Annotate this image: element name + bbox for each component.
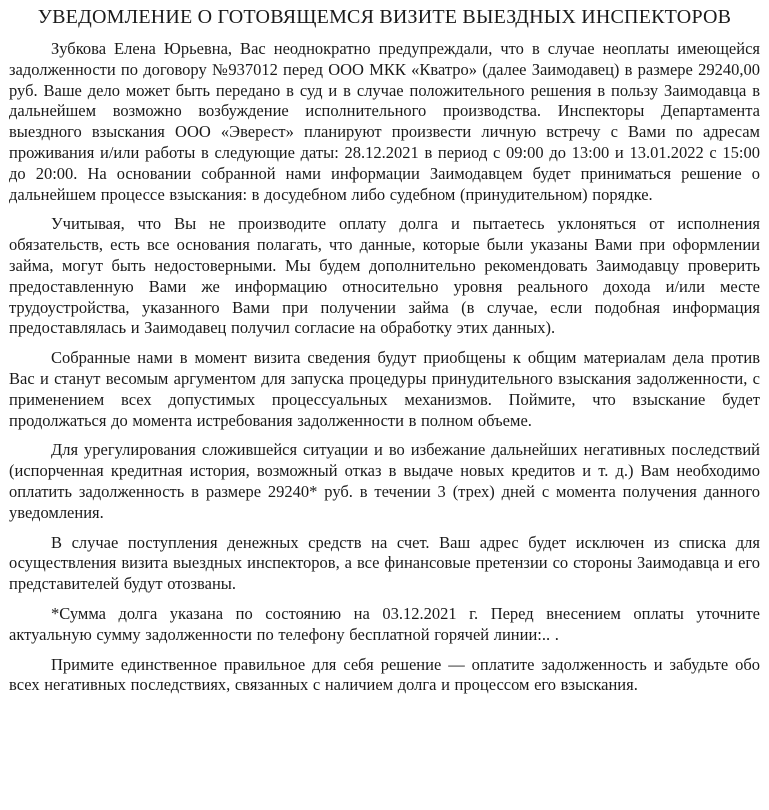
paragraph-amount-footnote: *Сумма долга указана по состоянию на 03.12.2021 г. Перед внесением оплаты уточните актуальную сумму задолженности по телефону бесплатной горячей линии:.. . [9, 603, 760, 644]
paragraph-intro-debt-details: Зубкова Елена Юрьевна, Вас неоднократно предупреждали, что в случае неоплаты имеющейся задолженности по договору №937012 перед ООО МКК «Кватро» (далее Заимодавец) в размере 29240,00 руб. Ваше дело может быть передано в суд и в случае положительного решения в пользу Заимодавца в дальнейшем возможно возбуждение исполнительного производства. Инспекторы Департамента выездного взыскания ООО «Эверест» планируют произвести личную встречу с Вами по адресам проживания и/или работы в следующие даты: 28.12.2021 в период с 09:00 до 13:00 и 13.01.2022 с 15:00 до 20:00. На основании собранной нами информации Заимодавцем будет приниматься решение о дальнейшем процессе взыскания: в досудебном либо судебном (принудительном) порядке. [9, 39, 760, 204]
document-title: УВЕДОМЛЕНИЕ О ГОТОВЯЩЕМСЯ ВИЗИТЕ ВЫЕЗДНЫХ ИНСПЕКТОРОВ [37, 6, 732, 28]
paragraph-data-verification: Учитывая, что Вы не производите оплату долга и пытаетесь уклоняться от исполнения обязательств, есть все основания полагать, что данные, которые были указаны Вами при оформлении займа, могут быть недостоверными. Мы будем дополнительно рекомендовать Заимодавцу проверить предоставленную Вами же информацию относительно уровня реального дохода и/или месте трудоустройства, указанного Вами при получении займа (в случае, если подобная информация предоставлялась и Заимодавец получил согласие на обработку этих данных). [9, 214, 760, 338]
paragraph-payment-demand: Для урегулирования сложившейся ситуации и во избежание дальнейших негативных последствий (испорченная кредитная история, возможный отказ в выдаче новых кредитов и т. д.) Вам необходимо оплатить задолженность в размере 29240* руб. в течении 3 (трех) дней с момента получения данного уведомления. [9, 440, 760, 522]
paragraph-visit-evidence: Собранные нами в момент визита сведения будут приобщены к общим материалам дела против Вас и станут весомым аргументом для запуска процедуры принудительного взыскания задолженности, с применением всех допустимых процессуальных механизмов. Поймите, что взыскание будет продолжаться до момента истребования задолженности в полном объеме. [9, 348, 760, 430]
paragraph-payment-consequence: В случае поступления денежных средств на счет. Ваш адрес будет исключен из списка для осуществления визита выездных инспекторов, а все финансовые претензии со стороны Заимодавца и его представителей будут отозваны. [9, 532, 760, 594]
paragraph-final-appeal: Примите единственное правильное для себя решение — оплатите задолженность и забудьте обо всех негативных последствиях, связанных с наличием долга и процессом его взыскания. [9, 654, 760, 695]
